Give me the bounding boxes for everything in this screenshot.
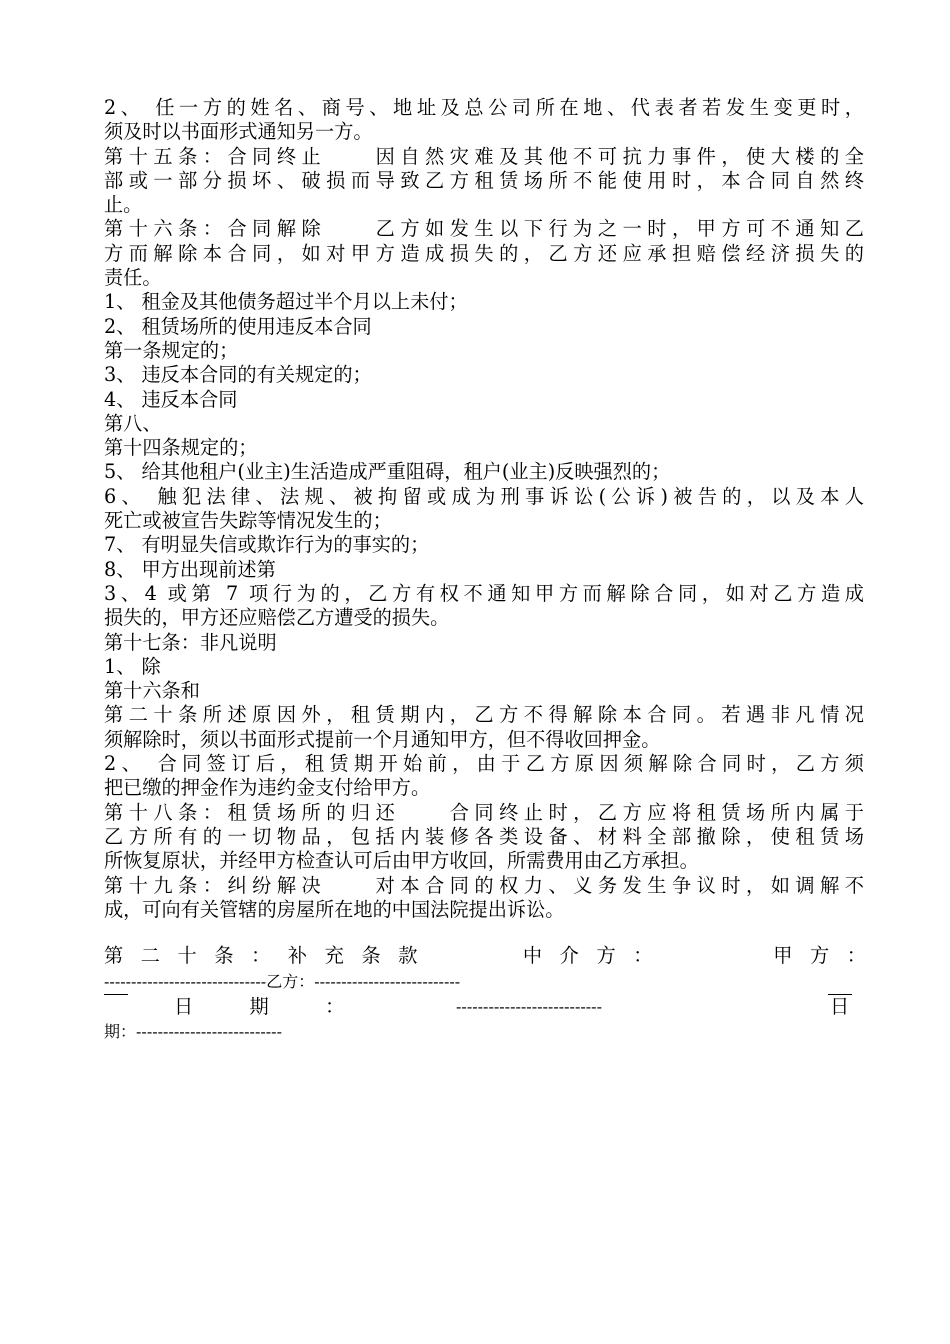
underline-rule <box>104 994 128 995</box>
text-line: 第十八条：租赁场所的归还 合同终止时，乙方应将租赁场所内属于 <box>104 800 864 824</box>
text-line: 责任。 <box>104 266 162 290</box>
text-line: 把已缴的押金作为违约金支付给甲方。 <box>104 776 431 800</box>
text-line: 第十七条：非凡说明 <box>104 630 277 654</box>
text-line: 2、 任一方的姓名、商号、地址及总公司所在地、代表者若发生变更时， <box>104 96 864 119</box>
supplement-clause-signature-row: 第 二 十 条 ： 补 充 条 款 中 介 方 ： 甲 方 ： <box>104 944 866 967</box>
party-b-signature-line: ------------------------------乙方：--------------------------- <box>104 972 461 991</box>
text-line: 损失的，甲方还应赔偿乙方遭受的损失。 <box>104 606 450 630</box>
underline-rule <box>828 994 852 995</box>
text-line: 第十九条：纠纷解决 对本合同的权力、义务发生争议时，如调解不 <box>104 873 864 897</box>
date-row <box>104 995 864 1019</box>
text-line: 第十六条和 <box>104 679 200 703</box>
text-line: 第二十条所述原因外，租赁期内，乙方不得解除本合同。若遇非凡情况 <box>104 703 864 727</box>
text-line: 5、 给其他租户(业主)生活造成严重阻碍，租户(业主)反映强烈的； <box>104 460 671 484</box>
text-line: 所恢复原状，并经甲方检查认可后由甲方收回，所需费用由乙方承担。 <box>104 849 699 873</box>
text-line: 乙方所有的一切物品，包括内装修各类设备、材料全部撤除，使租赁场 <box>104 824 864 848</box>
text-line: 第十六条：合同解除 乙方如发生以下行为之一时，甲方可不通知乙 <box>104 217 864 241</box>
text-line: 6、 触犯法律、法规、被拘留或成为刑事诉讼(公诉)被告的，以及本人 <box>104 484 864 508</box>
text-line: 2、 合同签订后，租赁期开始前，由于乙方原因须解除合同时，乙方须 <box>104 752 864 776</box>
text-line: 2、 租赁场所的使用违反本合同 <box>104 314 372 338</box>
text-line: 7、 有明显失信或欺诈行为的事实的； <box>104 533 430 557</box>
text-line: 8、 甲方出现前述第 <box>104 557 276 581</box>
text-line: 3、 违反本合同的有关规定的； <box>104 363 372 387</box>
text-line: 1、 除 <box>104 654 161 678</box>
text-line: 须及时以书面形式通知另一方。 <box>104 120 373 144</box>
text-line: 成，可向有关管辖的房屋所在地的中国法院提出诉讼。 <box>104 897 565 921</box>
text-line: 3、4 或第 7 项行为的，乙方有权不通知甲方而解除合同，如对乙方造成 <box>104 581 864 605</box>
date-signature-line: 期：--------------------------- <box>104 1022 282 1041</box>
text-line: 第八、 <box>104 411 162 435</box>
text-line: 第十五条：合同终止 因自然灾难及其他不可抗力事件，使大楼的全 <box>104 144 864 168</box>
text-line: 部或一部分损坏、破损而导致乙方租赁场所不能使用时，本合同自然终 <box>104 168 864 192</box>
text-line: 须解除时，须以书面形式提前一个月通知甲方，但不得收回押金。 <box>104 727 661 751</box>
text-line: 第十四条规定的； <box>104 436 258 460</box>
contract-body <box>104 96 864 922</box>
date-label-right: 日 <box>830 995 850 1018</box>
date-dashes: --------------------------- <box>456 997 602 1016</box>
date-label: 日 期 ： <box>174 995 351 1018</box>
text-line: 4、 违反本合同 <box>104 387 238 411</box>
text-line: 1、 租金及其他债务超过半个月以上未付； <box>104 290 468 314</box>
text-line: 死亡或被宣告失踪等情况发生的； <box>104 509 392 533</box>
text-line: 止。 <box>104 193 143 217</box>
text-line: 方而解除本合同，如对甲方造成损失的，乙方还应承担赔偿经济损失的 <box>104 241 864 265</box>
text-line: 第一条规定的； <box>104 338 239 362</box>
